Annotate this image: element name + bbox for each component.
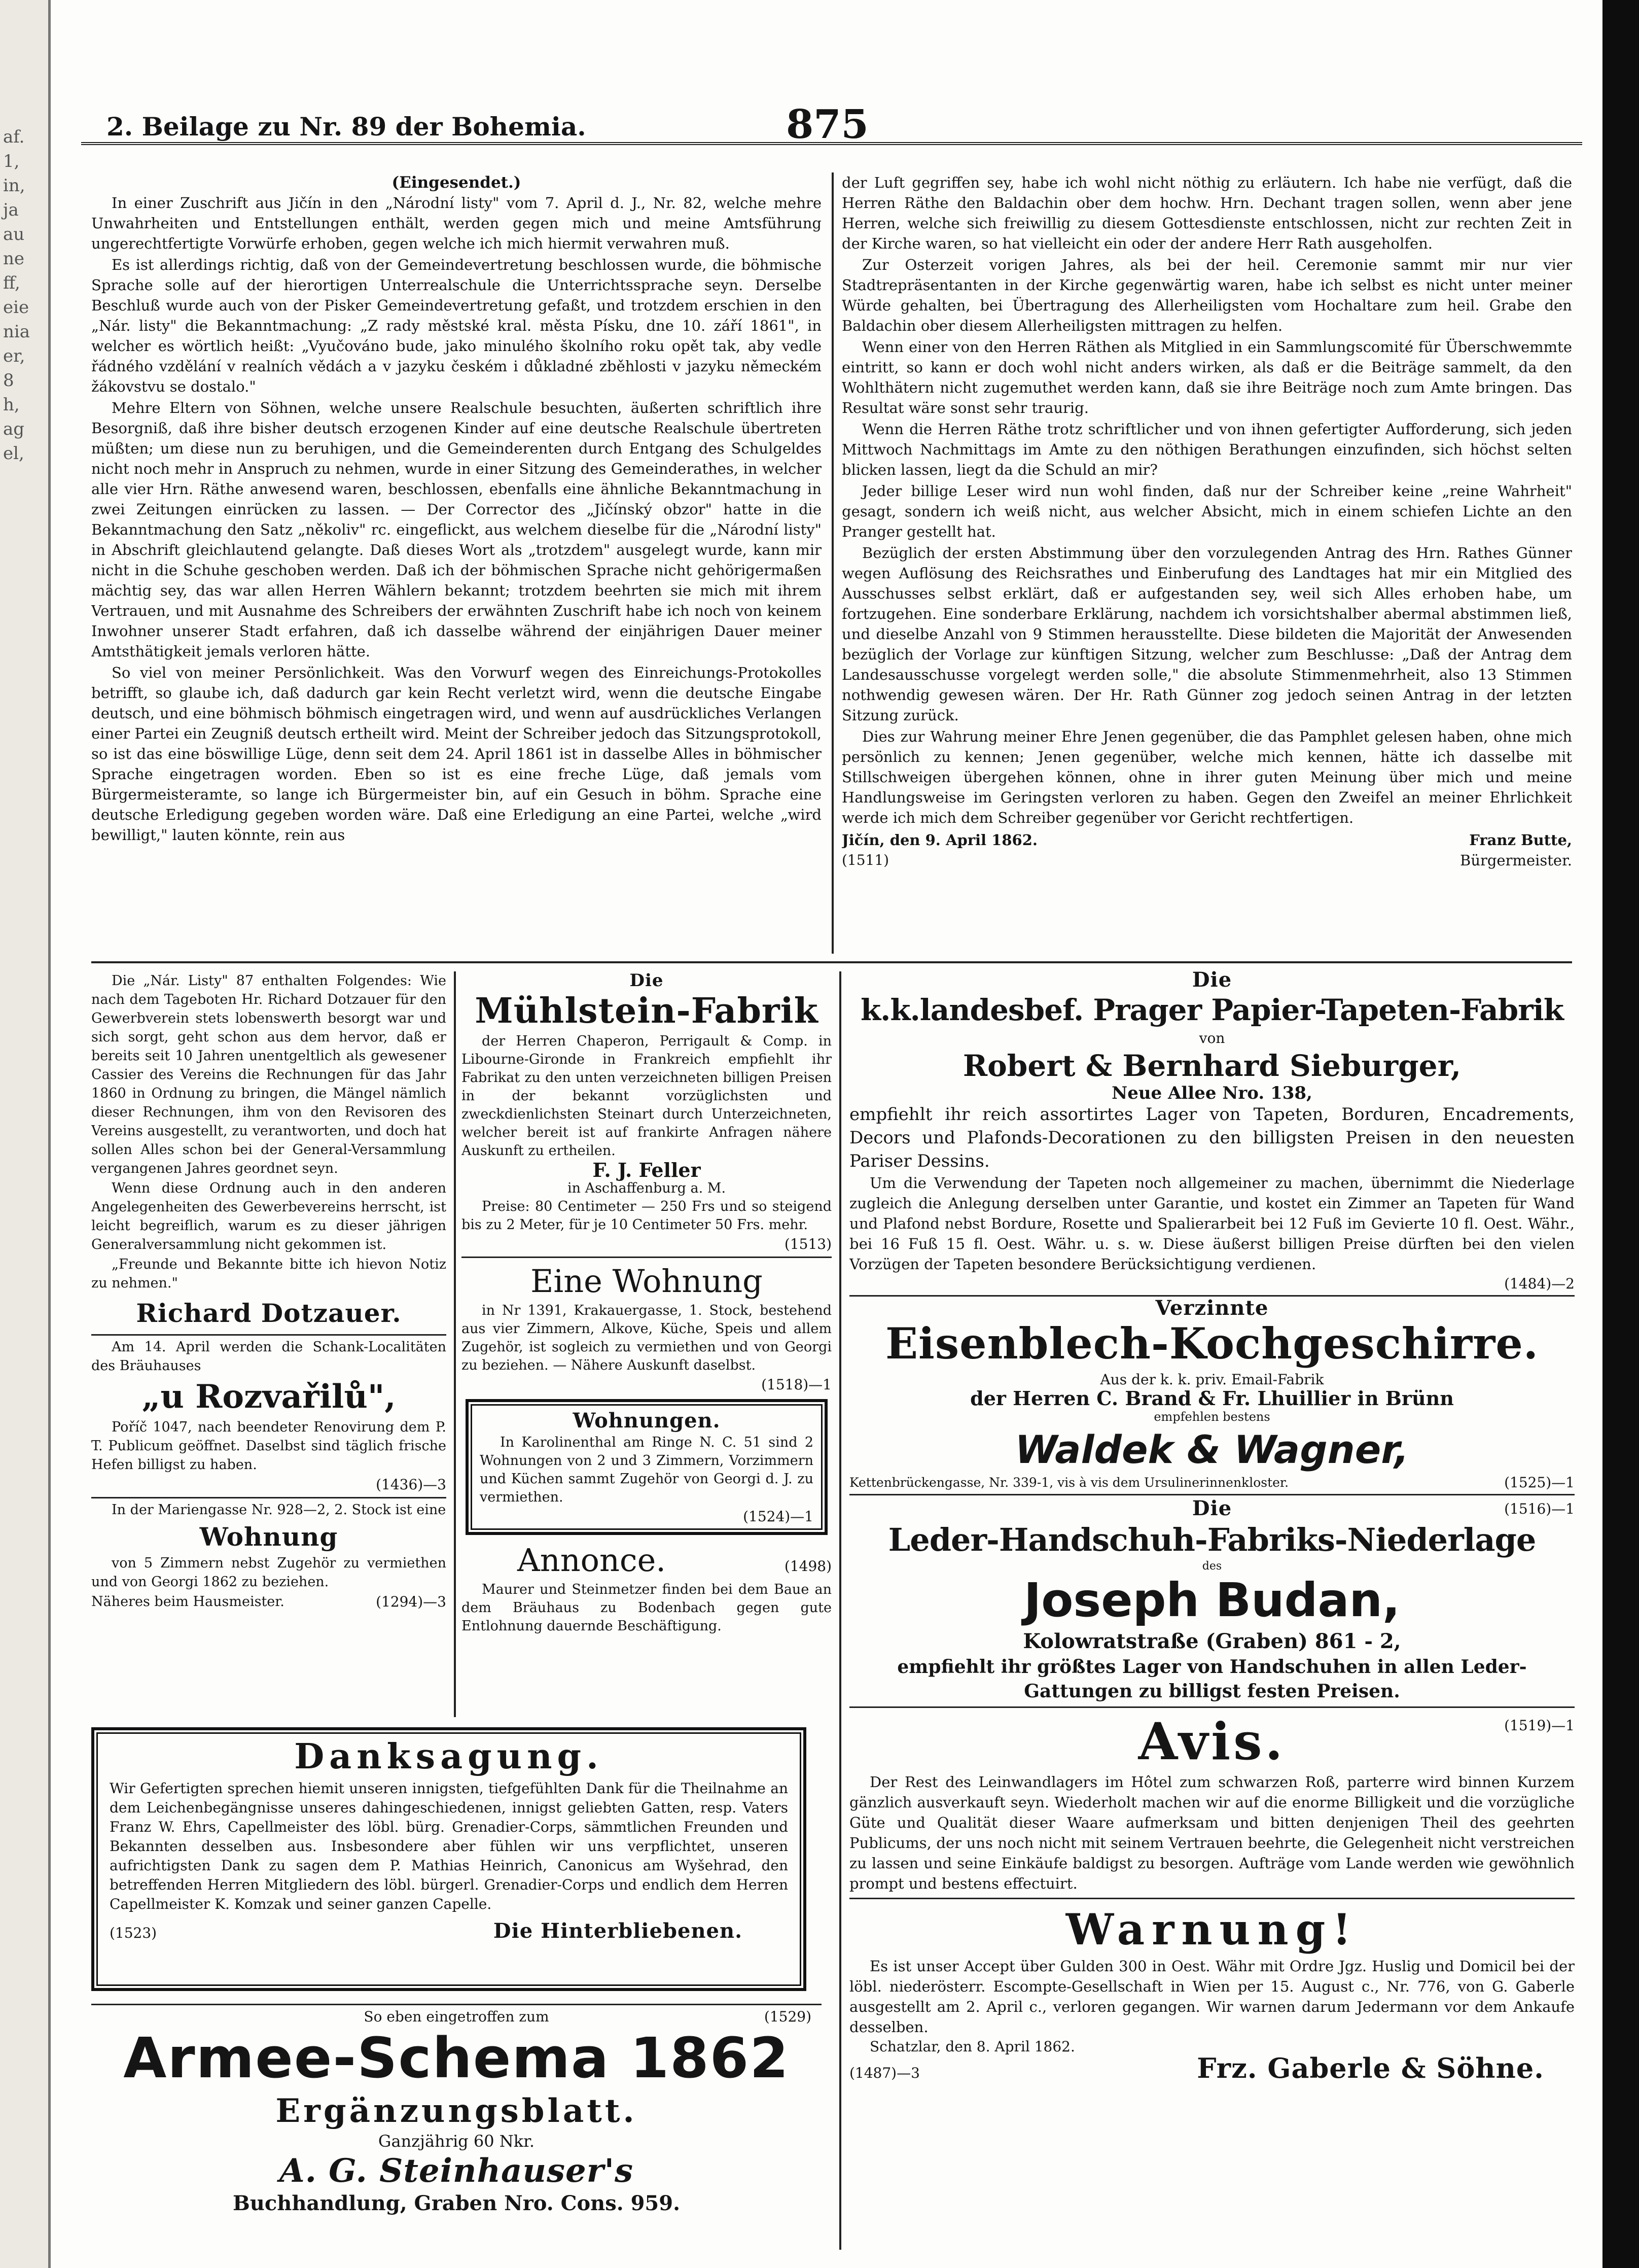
gloves-des: des <box>1202 1560 1222 1573</box>
rozvarilu-ref: (1436)—3 <box>376 1476 446 1493</box>
gloves-text: empfiehlt ihr größtes Lager von Handschuhen in allen Leder-Gattungen zu billigst festen Preisen. <box>897 1656 1527 1702</box>
letter1-paragraph: Mehre Eltern von Söhnen, welche unsere Realschule besuchten, äußerten schriftlich ihre Besorgniß, daß ihre bisher deutsch erzogenen Kinder auf eine deutsche Realschule übertreten müßten; um diese nun zu beruhigen, und die Gemeinderenten durch Entgang des Schulgeldes nicht noch mehr in Anspruch zu nehmen, wurde in einer Sitzung des Gemeinderathes, in welcher alle vier Hrn. Räthe anwesend waren, beschlossen, ebenfalls eine ähnliche Bekanntmachung in zwei Zeitungen einrücken zu lassen. — Der Corrector des „Jičínský obzor" hatte in die Bekanntmachung den Satz „několiv" rc. eingeflickt, aus welchem dieselbe für die „Národní listy" in Abschrift gleichlautend gelangte. Daß dieses Wort als „trotzdem" ausgelegt wurde, kann mir nicht in die Schuhe geschoben werden. Daß ich der böhmischen Sprache nicht gehörigermaßen mächtig sey, das war allen Herren Wählern bekannt; trotzdem beehrten sie mich mit ihrem Vertrauen, und mit Ausnahme des Schreibers der erwähnten Zuschrift habe ich noch von keinem Inwohner unserer Stadt erfahren, daß ich dasselbe während der einjährigen Dauer meiner Amtsthätigkeit jemals verloren hätte. <box>91 399 822 660</box>
annonce-title: Annonce. <box>517 1542 666 1579</box>
rozvarilu-title: „u Rozvařilů", <box>141 1378 396 1416</box>
left-edge-fragment: af. <box>3 127 25 147</box>
letter2-paragraph: Zur Osterzeit vorigen Jahres, als bei der heil. Ceremonie sammt mir nur vier Stadtrepräsentanten in der Kirche gegenwärtig waren, habe ich selbst es nicht unter meiner Würde gehalten, bei Übertragung des Allerheiligsten vom Hochaltare zum heil. Grabe den Baldachin ober diesem Allerheiligsten mittragen zu helfen. <box>842 256 1572 334</box>
mill-agent: F. J. Feller <box>592 1159 701 1181</box>
wohnung-text: von 5 Zimmern nebst Zugehör zu vermiethen und von Georgi 1862 zu beziehen. <box>91 1555 446 1590</box>
letter-signature: Franz Butte, <box>1469 831 1572 849</box>
mill-title: Mühlstein-Fabrik <box>475 991 818 1031</box>
page-header <box>81 76 1582 148</box>
army-ad <box>91 2004 822 2237</box>
letter-title: (Eingesendet.) <box>391 173 521 192</box>
letter2-paragraph: der Luft gegriffen sey, habe ich wohl nicht nöthig zu erläutern. Ich habe nie verfügt, daß die Herren Räthe den Baldachin ober dem hochw. Hrn. Dechant tragen sollen, wenn aber jene Herren, welche sich freiwillig zu diesem Gottesdienste entschlossen, nicht zur rechten Zeit in der Kirche waren, so hat vielleicht ein oder der andere Herr Rath ausgeholfen. <box>842 174 1572 252</box>
notice-paragraph: Die „Nár. Listy" 87 enthalten Folgendes: Wie nach dem Tageboten Hr. Richard Dotzauer für den Gewerbverein stets lobenswerth besorgt war und sich sorgt, geht schon aus dem hervor, daß er bereits seit 10 Jahren unentgeltlich als gewesener Cassier des Vereins die Rechnungen für das Jahr 1860 in Ordnung zu bringen, die Mängel nämlich dieser Rechnungen, ihm von den Revisoren des Vereins ausgestellt, zu verantworten, und doch hat sollen Alles schon bei der General-Versammlung vergangenen Jahres geordnet seyn. <box>91 973 446 1176</box>
left-edge-fragment: au <box>3 224 25 245</box>
flats-title: Wohnungen. <box>573 1409 721 1433</box>
paper-owners: Robert & Bernhard Sieburger, <box>963 1049 1462 1083</box>
left-edge-fragment: ne <box>3 249 25 269</box>
rozvarilu-text: Poříč 1047, nach beendeter Renovirung dem P. T. Publicum geöffnet. Daselbst sind täglich frische Hefen billigst zu haben. <box>91 1419 446 1473</box>
iron-title: Eisenblech-Kochgeschirre. <box>885 1318 1539 1369</box>
left-edge-fragment: er, <box>3 346 25 366</box>
right-page-edge <box>1602 0 1639 2268</box>
iron-sellers: Waldek & Wagner, <box>1015 1427 1409 1472</box>
paper-address: Neue Allee Nro. 138, <box>1112 1083 1312 1103</box>
left-edge-fragment: h, <box>3 395 20 415</box>
army-title: Armee-Schema 1862 <box>123 2026 790 2090</box>
paper-text-2: Um die Verwendung der Tapeten noch allgemeiner zu machen, übernimmt die Niederlage zugleich die Anlegung derselben unter Garantie, und kostet ein Zimmer an Tapeten für Wand und Plafond nebst Bordure, Rosette und Spalierarbeit bei 12 Fuß im Gevierte 10 fl. Oest. Währ., bei 16 Fuß 15 fl. Oest. Währ. u. s. w. Diese äußerst billigen Preise dürften bei den vielen Vorzügen der Tapeten besondere Berücksichtigung verdienen. <box>849 1174 1575 1273</box>
army-publisher: A. G. Steinhauser's <box>279 2152 634 2190</box>
army-ref: (1529) <box>764 2008 811 2025</box>
wohnung-more: Näheres beim Hausmeister. <box>91 1594 284 1610</box>
letter2-paragraph: Wenn einer von den Herren Räthen als Mitglied in ein Sammlungscomité für Überschwemmte eintritt, so kann er doch wohl nicht anders wirken, als daß er die Beiträge sammelt, da den Wohlthätern nicht zugemuthet werden kann, daß sie ihre Beiträge noch zum Amte bringen. Das Resultat wäre sonst sehr traurig. <box>842 338 1572 416</box>
warning-title: Warnung! <box>1065 1904 1359 1955</box>
section-rule <box>91 961 1572 963</box>
left-edge-fragment: ag <box>3 419 25 439</box>
newspaper-page <box>81 76 1582 2252</box>
left-edge-fragment: eie <box>3 297 29 318</box>
left-edge-fragment: ja <box>3 200 19 220</box>
notice-paragraph: „Freunde und Bekannte bitte ich hievon Notiz zu nehmen." <box>91 1257 446 1291</box>
letter-part-2 <box>842 172 1572 954</box>
left-edge-fragment: in, <box>3 176 25 196</box>
letter-place-date: Jičín, den 9. April 1862. <box>842 831 1038 849</box>
avis-title: Avis. <box>1138 1712 1286 1771</box>
left-page-edge <box>0 0 51 2268</box>
letter2-paragraph: Jeder billige Leser wird nun wohl finden, daß nur der Schreiber keine „reine Wahrheit" gesagt, sondern ich weiß nicht, aus welcher Absicht, mich in einem schiefen Lichte an den Pranger gestellt hat. <box>842 482 1572 540</box>
rozvarilu-intro: Am 14. April werden die Schank-Localitäten des Bräuhauses <box>91 1339 446 1374</box>
letter1-paragraph: In einer Zuschrift aus Jičín in den „Národní listy" vom 7. April d. J., Nr. 82, welche mehre Unwahrheiten und Entstellungen enthält, werden gegen mich und meine Amtsführung ungerechtfertigte Vorwürfe erhoben, gegen welche ich mich hiermit verwahren muß. <box>91 194 822 252</box>
iron-from: Aus der k. k. priv. Email-Fabrik <box>1100 1371 1324 1388</box>
mill-text: der Herren Chaperon, Perrigault & Comp. in Libourne-Gironde in Frankreich empfiehlt ihr Fabrikat zu den unten verzeichneten billigen Preisen in der bekannt vorzüglichsten und zweckdienlichsten Steinart durch Unterzeichneten, welcher bereit ist auf frankirte Anfragen nähere Auskunft zu ertheilen. <box>461 1033 832 1159</box>
letter2-paragraph: Wenn die Herren Räthe trotz schriftlicher und von ihnen gefertigter Aufforderung, sich jeden Mittwoch Nachmittags im Amte zu den nöthigen Berathungen einzufinden, sich höchst selten blicken lassen, liegt da die Schuld an mir? <box>842 421 1572 478</box>
annonce-text: Maurer und Steinmetzer finden bei dem Baue an dem Bräuhaus zu Bodenbach gegen gute Entlohnung dauernde Beschäftigung. <box>461 1582 832 1634</box>
left-edge-fragment: el, <box>3 443 24 464</box>
left-edge-fragment: 1, <box>3 151 20 171</box>
flats-ref: (1524)—1 <box>743 1508 813 1525</box>
gloves-address: Kolowratstraße (Graben) 861 - 2, <box>1023 1629 1401 1653</box>
iron-address: Kettenbrückengasse, Nr. 339-1, vis à vis dem Ursulinerinnenkloster. <box>849 1475 1289 1490</box>
army-address: Buchhandlung, Graben Nro. Cons. 959. <box>233 2191 680 2215</box>
column-rule <box>839 971 841 2250</box>
left-edge-fragment: 8 <box>3 370 14 391</box>
letter-ref: (1511) <box>842 852 889 868</box>
gloves-die: Die <box>1192 1496 1232 1520</box>
iron-makers: der Herren C. Brand & Fr. Lhuillier in Brünn <box>970 1387 1454 1410</box>
thanks-text: Wir Gefertigten sprechen hiemit unseren innigsten, tiefgefühlten Dank für die Theilnahme an dem Leichenbegängnisse unseres dahingeschiedenen, innigst geliebten Gatten, resp. Vaters Franz W. Ehrs, Capellmeister des löbl. bürg. Grenadier-Corps, sämmtlichen Freunden und Bekannten desselben aus. Insbesondere aber fühlen wir uns verpflichtet, unseren aufrichtigsten Dank zu sagen dem P. Mathias Heinrich, Canonicus am Wyšehrad, den betreffenden Herren Mitgliedern des löbl. bürgerl. Grenadier-Corps und endlich dem Herren Capellmeister K. Komzak und seiner ganzen Capelle. <box>110 1780 788 1912</box>
warning-text: Es ist unser Accept über Gulden 300 in Oest. Währ mit Ordre Jgz. Huslig und Domicil bei der löbl. niederösterr. Escompte-Gesellschaft in Wien per 15. August c., Nr. 776, von G. Gaberle ausgestellt am 2. April c., verloren gegangen. Wir warnen darum Jedermann vor dem Ankaufe desselben. <box>849 1958 1575 2036</box>
warning-place-date: Schatzlar, den 8. April 1862. <box>870 2038 1075 2055</box>
army-intro: So eben eingetroffen zum <box>364 2008 549 2025</box>
flats-box <box>466 1399 828 1535</box>
iron-title-small: Verzinnte <box>1155 1296 1269 1320</box>
thanks-title: Danksagung. <box>294 1736 603 1777</box>
letter-signature-title: Bürgermeister. <box>1460 852 1572 869</box>
paper-ref: (1484)—2 <box>1504 1275 1575 1292</box>
flats-text: In Karolinenthal am Ringe N. C. 51 sind 2 Wohnungen von 2 und 3 Zimmern, Vorzimmern und Küchen sammt Zugehör von Georgi d. J. zu vermiethen. <box>480 1435 813 1505</box>
wohnung-intro: In der Mariengasse Nr. 928—2, 2. Stock ist eine <box>112 1502 446 1518</box>
paper-von: von <box>1199 1030 1225 1046</box>
left-edge-fragment: nia <box>3 322 30 342</box>
annonce-ref: (1498) <box>784 1558 832 1575</box>
header-supplement-title: 2. Beilage zu Nr. 89 der Bohemia. <box>106 112 586 142</box>
flat-text: in Nr 1391, Krakauergasse, 1. Stock, bestehend aus vier Zimmern, Alkove, Küche, Speis und allem Zugehör, ist sogleich zu vermiethen und von Georgi zu beziehen. — Nähere Auskunft daselbst. <box>461 1303 832 1373</box>
mill-prices: Preise: 80 Centimeter — 250 Frs und so steigend bis zu 2 Meter, für je 10 Centimeter 50 Frs. mehr. <box>461 1199 832 1233</box>
letter2-paragraph: Dies zur Wahrung meiner Ehre Jenen gegenüber, die das Pamphlet gelesen haben, ohne mich persönlich zu kennen; Jenen gegenüber, welche mich kennen, hätte ich dasselbe mit Stillschweigen übergehen können, ohne in ihrer guten Meinung über mich und meine Handlungsweise im Geringsten verloren zu haben. Gegen den Zweifel an meiner Ehrlichkeit werde ich mich dem Schreiber gegenüber vor Gericht rechtfertigen. <box>842 728 1572 826</box>
flat-ref: (1518)—1 <box>761 1376 832 1393</box>
letter-part-1 <box>91 172 822 954</box>
letter2-paragraph: Bezüglich der ersten Abstimmung über den vorzulegenden Antrag des Hrn. Rathes Günner wegen Auflösung des Reichsrathes und Einberufung des Landtages hat mir ein Mitglied des Ausschusses selbst erklärt, daß er aufgestanden sey, weil sich Alles erhoben habe, um fortzugehen. Eine sonderbare Erklärung, nachdem ich vorsichtshalber abermal abstimmen ließ, und dieselbe Anzahl von 9 Stimmen herausstellte. Diese bildeten die Majorität der Anwesenden bezüglich der Vorlage zur künftigen Sitzung, welcher zum Beschlusse: „Daß der Antrag dem Landesausschusse vorgelegt werden solle," die absolute Stimmenmehrheit, also 13 Stimmen nothwendig gewesen wären. Der Hr. Rath Günner zog jedoch seinen Antrag in der letzten Sitzung zurück. <box>842 544 1572 724</box>
warning-signature: Frz. Gaberle & Söhne. <box>1197 2052 1544 2084</box>
page-number: 875 <box>786 101 869 148</box>
left-edge-fragment: ff, <box>3 273 20 293</box>
notice-paragraph: Wenn diese Ordnung auch in den anderen Angelegenheiten des Gewerbevereins herrscht, ist leicht begreiflich, warum es zu dieser jährigen Generalversammlung nicht gekommen ist. <box>91 1180 446 1252</box>
iron-ref: (1525)—1 <box>1504 1474 1575 1491</box>
column-3 <box>849 969 1575 2247</box>
iron-recommends: empfehlen bestens <box>1154 1410 1270 1424</box>
column-1 <box>91 971 446 1722</box>
army-subtitle: Ergänzungsblatt. <box>275 2092 637 2130</box>
wohnung-title: Wohnung <box>199 1522 338 1552</box>
flat-title: Eine Wohnung <box>530 1263 763 1300</box>
thanks-box <box>91 1727 806 1991</box>
thanks-signature: Die Hinterbliebenen. <box>493 1919 742 1943</box>
gloves-ref: (1516)—1 <box>1504 1501 1575 1517</box>
gloves-title: Leder-Handschuh-Fabriks-Niederlage <box>888 1521 1536 1558</box>
avis-ref: (1519)—1 <box>1504 1717 1575 1734</box>
mill-ref: (1513) <box>784 1236 832 1252</box>
letter1-paragraph: So viel von meiner Persönlichkeit. Was den Vorwurf wegen des Einreichungs-Protokolles betrifft, so glaube ich, daß dadurch gar kein Recht verletzt wird, wenn die deutsche Eingabe deutsch, und eine böhmisch böhmisch eingetragen wird, und wenn auf ausdrückliches Verlangen einer Partei ein Zeugniß deutsch ertheilt wird. Meint der Schreiber jedoch das Sitzungsprotokoll, so ist das eine böswillige Lüge, denn seit dem 24. April 1861 ist in dasselbe Alles in böhmischer Sprache eingetragen worden. Eben so ist es eine freche Lüge, daß jemals vom Bürgermeisteramte, so lange ich Bürgermeister bin, auf ein Gesuch in böhm. Sprache eine deutsche Erledigung gegeben worden wäre. Daß eine Erledigung an eine Partei, welche „wird bewilligt," lauten könnte, rein aus <box>91 664 822 844</box>
paper-die: Die <box>1192 969 1232 992</box>
notice-signature: Richard Dotzauer. <box>136 1298 402 1328</box>
column-rule <box>832 172 834 954</box>
gloves-owner: Joseph Budan, <box>1024 1573 1400 1627</box>
column-rule <box>454 971 456 1717</box>
thanks-ref: (1523) <box>110 1925 157 1941</box>
avis-text: Der Rest des Leinwandlagers im Hôtel zum schwarzen Roß, parterre wird binnen Kurzem gänzlich ausverkauft seyn. Wiederholt machen wir auf die enorme Billigkeit und die vorzügliche Güte und Qualität dieser Waare aufmerksam und bitten denjenigen Theil des geehrten Publicums, der uns noch nicht mit seinem Vertrauen beehrte, die Gelegenheit nicht verstreichen zu lassen und seine Einkäufe baldigst zu besorgen. Aufträge vom Lande werden wie gewöhnlich prompt und bestens effectuirt. <box>849 1773 1575 1892</box>
paper-title: k.k.landesbef. Prager Papier-Tapeten-Fabrik <box>861 993 1563 1027</box>
warning-ref: (1487)—3 <box>849 2065 920 2081</box>
letter1-paragraph: Es ist allerdings richtig, daß von der Gemeindevertretung beschlossen wurde, die böhmische Sprache solle auf der hierortigen Unterrealschule die Unterrichtssprache seyn. Derselbe Beschluß wurde auch von der Pisker Gemeindevertretung gefaßt, und trotzdem erschien in den „Nár. listy" die Bekanntmachung: „Z rady městské kral. města Písku, dne 10. září 1861", in welcher es wörtlich heißt: „Vyučováno bude, jako minulého školního roku opět tak, aby vedle řádného vzdělání v realních vědách a v jazyku českém i důkladné zběhlosti v jazyku německém žákovstvu se dostalo." <box>91 256 822 395</box>
wohnung-ref: (1294)—3 <box>376 1593 446 1610</box>
column-2 <box>461 971 832 1722</box>
mill-agent-place: in Aschaffenburg a. M. <box>567 1180 726 1196</box>
mill-die: Die <box>629 971 664 991</box>
army-price: Ganzjährig 60 Nkr. <box>378 2132 535 2151</box>
paper-text: empfiehlt ihr reich assortirtes Lager von Tapeten, Borduren, Encadrements, Decors und Plafonds-Decorationen zu den billigsten Preisen in den neuesten Pariser Dessins. <box>849 1104 1575 1171</box>
